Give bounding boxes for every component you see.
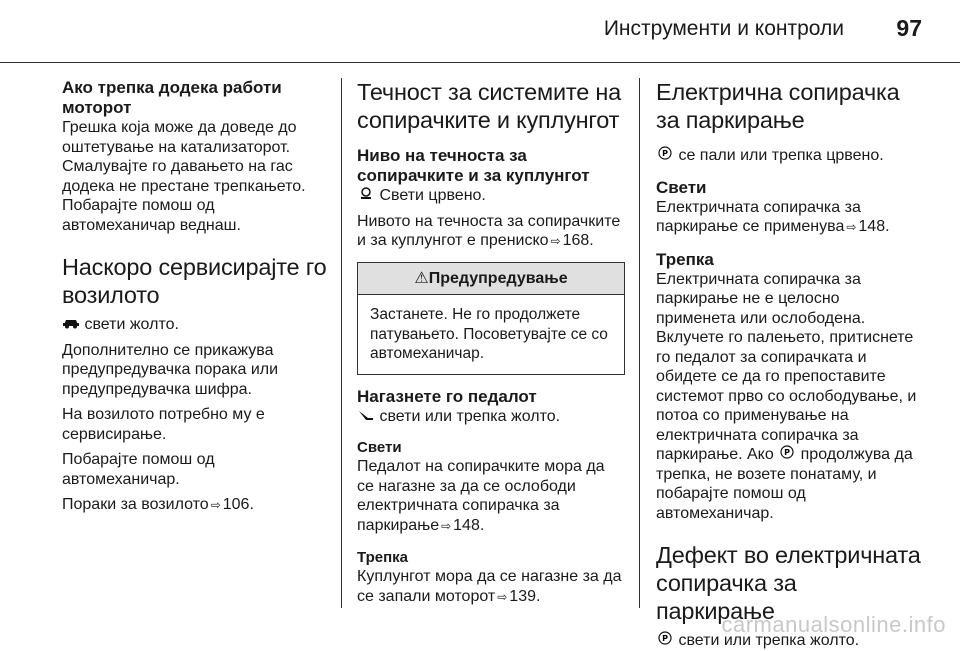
warning-text: Застанете. Не го продолжете патувањето. Посоветувајте се со автомеханичар. (370, 306, 608, 362)
indicator-text: свети или трепка жолто. (678, 632, 860, 649)
indicator-line (357, 186, 625, 206)
page-reference-arrow-icon[interactable]: ⇨ (441, 518, 452, 533)
page-reference-arrow-icon[interactable]: ⇨ (550, 234, 561, 248)
header-title: Инструменти и контроли (603, 17, 844, 40)
page-reference-arrow-icon[interactable]: ⇨ (846, 220, 857, 234)
column-divider (639, 78, 640, 608)
section-heading: Ако трепка додека работи моторот (62, 78, 282, 117)
paragraph: Нивото на течноста за сопирачките и за куплунгот е прениско ⇨ 168. (357, 212, 621, 249)
paragraph: Побарајте помош од автомеханичар. (62, 451, 215, 488)
column-divider (341, 78, 342, 608)
subsection-heading: Свети (357, 439, 402, 456)
warning-triangle-icon: ⚠ (414, 269, 429, 287)
indicator-line (62, 315, 332, 335)
paragraph: Пораки за возилото ⇨ 106. (62, 496, 254, 513)
paragraph: Педалот на сопирачките мора да се нагазне за да се ослободи електричната сопирачка за паркирање ⇨ 148. (357, 458, 605, 534)
foot-pedal-icon (357, 407, 375, 427)
parking-brake-icon (656, 146, 674, 166)
page-header (0, 0, 960, 63)
subsection-heading: Свети (656, 177, 707, 197)
paragraph: Дополнително се прикажува предупредувачка порака или предупредувачка шифра. (62, 341, 279, 398)
indicator-line (656, 146, 921, 166)
brake-fluid-icon (357, 186, 375, 206)
indicator-text: свети жолто. (84, 316, 179, 333)
indicator-text: свети или трепка жолто. (379, 407, 561, 425)
paragraph: Електричната сопирачка за паркирање се применува ⇨ 148. (656, 198, 890, 235)
paragraph: Електричната сопирачка за паркирање не е целосно применета или ослободена. Вклучете го палењето, притиснете го педалот за сопирачката и обидете се да го препоставите системот прво со ослободување, и потоа со применување на електричната сопирачка за паркирање. Ако P продолжува да трепка, не возете понатаму, и побарајте помош од автомеханичар. (656, 270, 917, 522)
subsection-heading: Трепка (357, 549, 409, 566)
car-wrench-icon (62, 315, 80, 335)
page-number: 97 (896, 15, 922, 41)
column-3 (656, 78, 921, 651)
paragraph: На возилото потребно му е сервисирање. (62, 406, 265, 443)
page-reference-arrow-icon[interactable]: ⇨ (210, 498, 221, 512)
section-heading: Наскоро сервисирајте го возилото (62, 254, 327, 308)
indicator-line (357, 407, 625, 427)
watermark: carmanualsonline.info (721, 612, 946, 637)
warning-header: ⚠Предупредување (358, 263, 624, 296)
subsection-heading: Нагазнете го педалот (357, 386, 537, 406)
column-2 (357, 78, 625, 607)
indicator-text: Свети црвено. (379, 187, 486, 204)
svg-text:P: P (662, 634, 668, 643)
warning-box (357, 262, 625, 375)
section-heading: Дефект во електричната сопирачка за паркирање (656, 542, 921, 624)
subsection-heading: Ниво на течноста за сопирачките и за куплунгот (357, 146, 590, 185)
subsection-heading: Трепка (656, 249, 714, 269)
parking-brake-icon (778, 445, 796, 465)
section-heading: Течност за системите на сопирачките и куплунгот (357, 79, 622, 133)
svg-text:P: P (784, 448, 791, 457)
column-1 (62, 78, 332, 516)
paragraph: Куплунгот мора да се нагазне за да се запали моторот ⇨ 139. (357, 568, 622, 605)
indicator-text: се пали или трепка црвено. (678, 147, 884, 164)
paragraph: Грешка која може да доведе до оштетување на катализаторот. Смалувајте го давањето на гас додека не престане трепкањето. Побарајте помош од автомеханичар веднаш. (62, 119, 306, 234)
page-reference-arrow-icon[interactable]: ⇨ (497, 589, 508, 604)
svg-text:P: P (662, 149, 668, 158)
section-heading: Електрична сопирачка за паркирање (656, 79, 900, 133)
